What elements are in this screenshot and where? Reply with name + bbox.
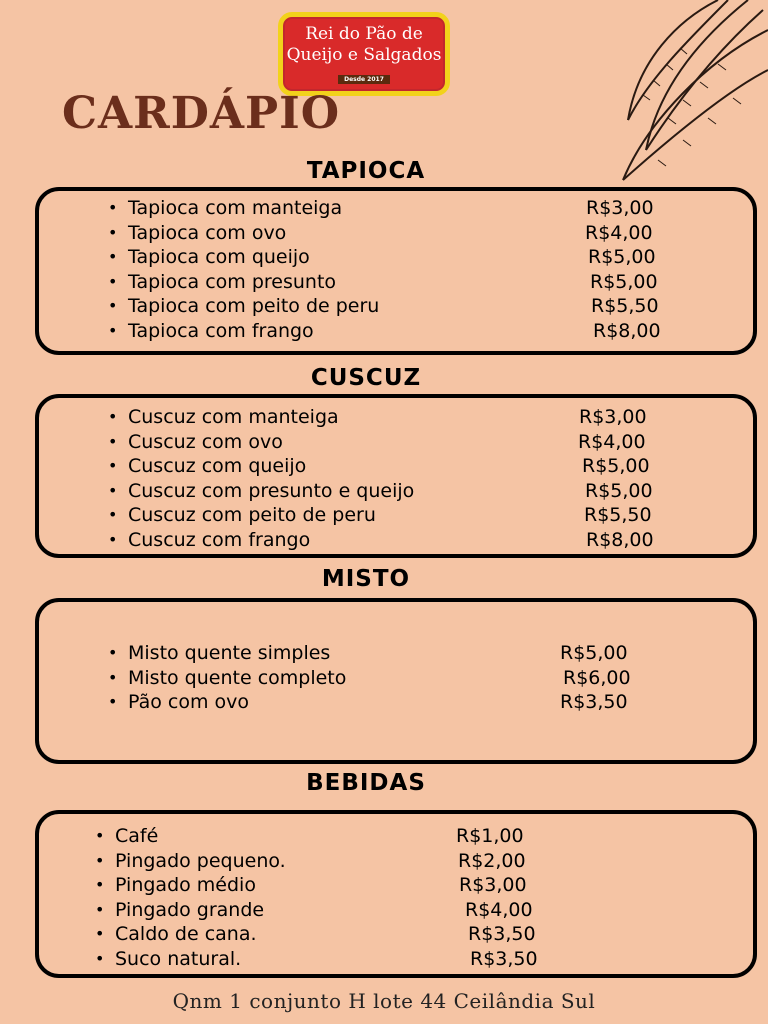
- item-name: Pingado grande: [115, 898, 265, 921]
- item-name: Misto quente simples: [128, 642, 331, 664]
- item-price: R$3,50: [468, 923, 536, 945]
- item-price: R$8,00: [586, 528, 654, 551]
- item-price: R$4,00: [585, 221, 653, 244]
- item-list-cuscuz: [128, 405, 654, 552]
- list-item: [128, 454, 650, 479]
- item-price: R$5,00: [588, 246, 656, 268]
- list-item: [128, 528, 654, 553]
- list-item: [128, 221, 653, 246]
- list-item: [128, 405, 647, 430]
- item-list-misto: [128, 641, 631, 715]
- logo-line-1: Rei do Pão de: [305, 24, 423, 44]
- list-item: [128, 196, 654, 221]
- list-item: [128, 294, 659, 319]
- item-price: R$3,50: [560, 691, 628, 713]
- item-price: R$5,00: [585, 479, 653, 502]
- item-name: Caldo de cana.: [115, 923, 257, 945]
- item-price: R$5,50: [584, 504, 652, 526]
- list-item: [128, 479, 653, 504]
- item-name: Tapioca com peito de peru: [128, 295, 380, 317]
- item-price: R$3,50: [470, 947, 538, 970]
- item-name: Misto quente completo: [128, 666, 347, 689]
- list-item: [128, 666, 631, 691]
- item-name: Tapioca com manteiga: [128, 197, 343, 219]
- logo-since: Desde 2017: [338, 75, 390, 84]
- item-price: R$6,00: [563, 666, 631, 689]
- item-price: R$5,00: [582, 455, 650, 477]
- item-name: Pão com ovo: [128, 691, 250, 713]
- item-name: Tapioca com queijo: [128, 246, 310, 268]
- item-price: R$4,00: [578, 430, 646, 453]
- item-name: Cuscuz com queijo: [128, 455, 307, 477]
- section-heading-tapioca: TAPIOCA: [306, 158, 426, 184]
- item-name: Cuscuz com peito de peru: [128, 504, 376, 526]
- item-price: R$2,00: [458, 849, 526, 872]
- item-price: R$3,00: [579, 406, 647, 428]
- item-name: Tapioca com presunto: [128, 270, 337, 293]
- item-price: R$3,00: [586, 197, 654, 219]
- item-name: Cuscuz com manteiga: [128, 406, 339, 428]
- item-name: Pingado pequeno.: [115, 849, 286, 872]
- list-item: [115, 898, 533, 923]
- logo-line-2: Queijo e Salgados: [286, 45, 442, 65]
- item-list-bebidas: [115, 824, 538, 971]
- menu-title: CARDÁPIO: [62, 88, 341, 139]
- list-item: [128, 319, 661, 344]
- section-heading-misto: MISTO: [321, 566, 411, 592]
- list-item: [128, 430, 646, 455]
- list-item: [128, 690, 628, 715]
- list-item: [128, 245, 656, 270]
- item-name: Tapioca com ovo: [128, 221, 287, 244]
- item-price: R$5,00: [560, 642, 628, 664]
- list-item: [115, 947, 538, 972]
- list-item: [128, 270, 658, 295]
- item-list-tapioca: [128, 196, 661, 343]
- section-heading-bebidas: BEBIDAS: [306, 770, 426, 796]
- brand-logo: [278, 12, 450, 96]
- item-name: Suco natural.: [115, 947, 242, 970]
- item-price: R$8,00: [593, 319, 661, 342]
- list-item: [128, 641, 628, 666]
- list-item: [115, 922, 536, 947]
- item-name: Cuscuz com frango: [128, 528, 311, 551]
- address-footer: Qnm 1 conjunto H lote 44 Ceilândia Sul: [172, 989, 596, 1013]
- item-price: R$1,00: [456, 825, 524, 847]
- item-name: Cuscuz com ovo: [128, 430, 283, 453]
- item-price: R$3,00: [459, 874, 527, 896]
- item-name: Tapioca com frango: [128, 319, 314, 342]
- item-name: Cuscuz com presunto e queijo: [128, 479, 415, 502]
- list-item: [128, 503, 652, 528]
- item-name: Pingado médio: [115, 874, 256, 896]
- item-price: R$5,00: [590, 270, 658, 293]
- item-price: R$5,50: [591, 295, 659, 317]
- section-heading-cuscuz: CUSCUZ: [310, 365, 422, 391]
- item-name: Café: [115, 825, 159, 847]
- item-price: R$4,00: [465, 898, 533, 921]
- list-item: [115, 824, 524, 849]
- list-item: [115, 873, 527, 898]
- list-item: [115, 849, 526, 874]
